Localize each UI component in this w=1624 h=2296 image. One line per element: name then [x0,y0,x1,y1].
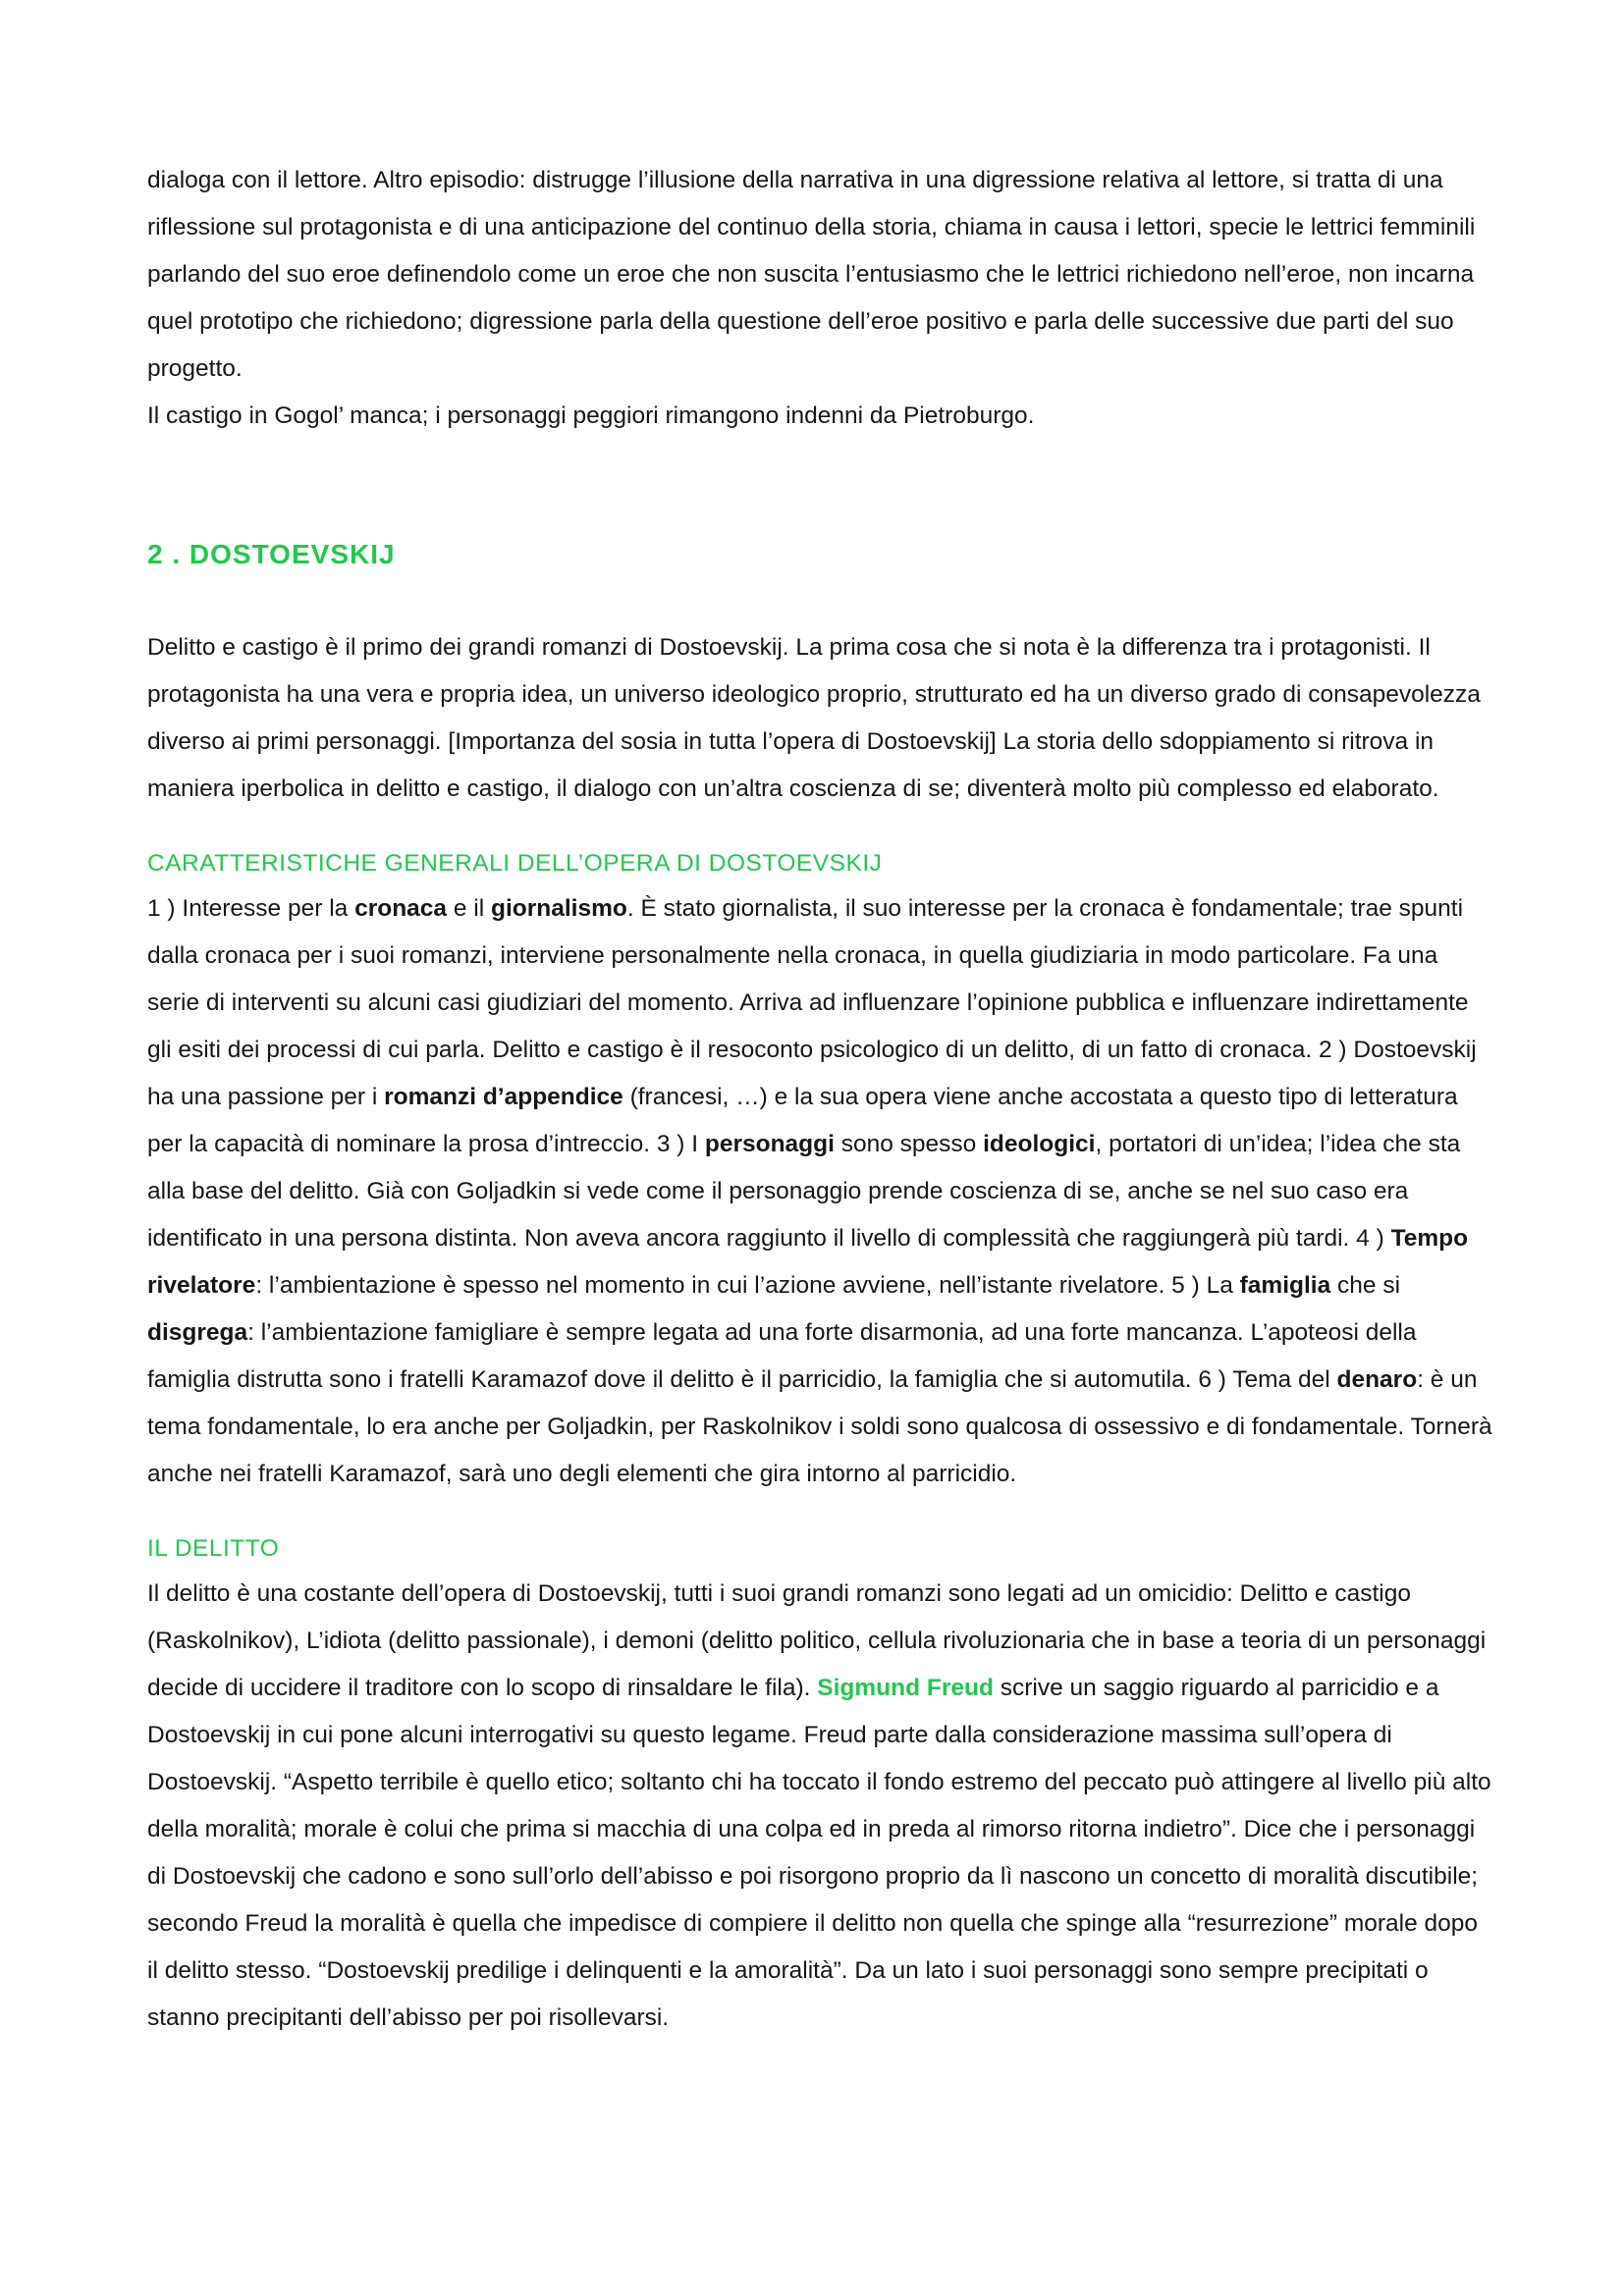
delitto-block [147,1527,1492,2042]
keyword-romanzi-appendice: romanzi d’appendice [384,1084,623,1110]
section-title: 2 . DOSTOEVSKIJ [147,539,396,569]
keyword-denaro: denaro [1336,1366,1418,1393]
keyword-sigmund-freud: Sigmund Freud [817,1675,994,1701]
characteristics-heading: CARATTERISTICHE GENERALI DELL’OPERA DI DOSTOEVSKIJ [147,850,883,877]
document-page [147,157,1492,2042]
text-run: scrive un saggio riguardo al parricidio e a Dostoevskij in cui pone alcuni interrogativi su questo legame. Freud parte dalla considerazione massima sull’opera di Dostoevskij. “Aspetto terribile è quello etico; soltanto chi ha toccato il fondo estremo del peccato può attingere al livello più alto della moralità; morale è colui che prima si macchia di una colpa ed in preda al rimorso ritorna indietro”. Dice che i personaggi di Dostoevskij che cadono e sono sull’orlo dell’abisso e poi risorgono proprio da lì nascono un concetto di moralità discutibile; secondo Freud la moralità è quella che impedisce di compiere il delitto non quella che spinge alla “resurrezione” morale dopo il delitto stesso. “Dostoevskij predilige i delinquenti e la amoralità”. Da un lato i suoi personaggi sono sempre precipitati o stanno precipitanti dell’abisso per poi risollevarsi. [147,1675,1491,2031]
intro-line2: Il castigo in Gogol’ manca; i personaggi peggiori rimangono indenni da Pietroburgo. [147,402,1035,429]
keyword-tempo-rivelatore: Tempo rivelatore [147,1225,1469,1299]
characteristics-block [147,842,1492,1498]
keyword-disgrega: disgrega [147,1319,248,1346]
text-run: sono spesso [834,1131,984,1157]
text-run: : l’ambientazione famigliare è sempre legata ad una forte disarmonia, ad una forte mancanza. L’apoteosi della famiglia distrutta sono i fratelli Karamazof dove il delitto è il parricidio, la famiglia che si automutila. 6 ) Tema del [147,1319,1417,1393]
characteristics-paragraph [147,885,1492,1498]
keyword-ideologici: ideologici [983,1131,1096,1157]
intro-paragraph [147,157,1492,440]
text-run: : l’ambientazione è spesso nel momento in cui l’azione avviene, nell’istante rivelatore. 5 ) La [255,1272,1240,1299]
delitto-paragraph [147,1571,1492,2042]
delitto-heading: IL DELITTO [147,1535,280,1562]
text-run: : è un tema fondamentale, lo era anche per Goljadkin, per Raskolnikov i soldi sono qualcosa di ossessivo e di fondamentale. Tornerà anche nei fratelli Karamazof, sarà uno degli elementi che gira intorno al parricidio. [147,1366,1492,1487]
text-run: Il delitto è una costante dell’opera di Dostoevskij, tutti i suoi grandi romanzi sono legati ad un omicidio: Delitto e castigo (Raskolnikov), L’idiota (delitto passionale), i demoni (delitto politico, cellula rivoluzionaria che in base a teoria di un personaggi decide di uccidere il traditore con lo scopo di rinsaldare le fila). [147,1580,1487,1701]
keyword-cronaca: cronaca [354,895,448,922]
text-run: e il [447,895,491,922]
keyword-personaggi: personaggi [704,1131,835,1157]
keyword-famiglia: famiglia [1239,1272,1331,1299]
text-run: che si [1330,1272,1401,1299]
section-paragraph: Delitto e castigo è il primo dei grandi romanzi di Dostoevskij. La prima cosa che si nota è la differenza tra i protagonisti. Il protagonista ha una vera e propria idea, un universo ideologico proprio, strutturato ed ha un diverso grado di consapevolezza diverso ai primi personaggi. [Importanza del sosia in tutta l’opera di Dostoevskij] La storia dello sdoppiamento si ritrova in maniera iperbolica in delitto e castigo, il dialogo con un’altra coscienza di se; diventerà molto più complesso ed elaborato. [147,634,1481,802]
keyword-giornalismo: giornalismo [490,895,627,922]
intro-text: dialoga con il lettore. Altro episodio: distrugge l’illusione della narrativa in una digressione relativa al lettore, si tratta di una riflessione sul protagonista e di una anticipazione del continuo della storia, chiama in causa i lettori, specie le lettrici femminili parlando del suo eroe definendolo come un eroe che non suscita l’entusiasmo che le lettrici richiedono nell’eroe, non incarna quel prototipo che richiedono; digressione parla della questione dell’eroe positivo e parla delle successive due parti del suo progetto. [147,167,1476,382]
text-run: , portatori di un’idea; l’idea che sta alla base del delitto. Già con Goljadkin si vede come il personaggio prende coscienza di se, anche se nel suo caso era identificato in una persona distinta. Non aveva ancora raggiunto il livello di complessità che raggiungerà più tardi. 4 ) [147,1131,1461,1252]
text-run: 1 ) Interesse per la [147,895,355,922]
text-run: (francesi, …) e la sua opera viene anche accostata a questo tipo di letteratura per la capacità di nominare la prosa d’intreccio. 3 ) I [147,1084,1458,1157]
text-run: . È stato giornalista, il suo interesse per la cronaca è fondamentale; trae spunti dalla cronaca per i suoi romanzi, interviene personalmente nella cronaca, in quella giudiziaria in modo particolare. Fa una serie di interventi su alcuni casi giudiziari del momento. Arriva ad influenzare l’opinione pubblica e influenzare indirettamente gli esiti dei processi di cui parla. Delitto e castigo è il resoconto psicologico di un delitto, di un fatto di cronaca. 2 ) Dostoevskij ha una passione per i [147,895,1477,1110]
